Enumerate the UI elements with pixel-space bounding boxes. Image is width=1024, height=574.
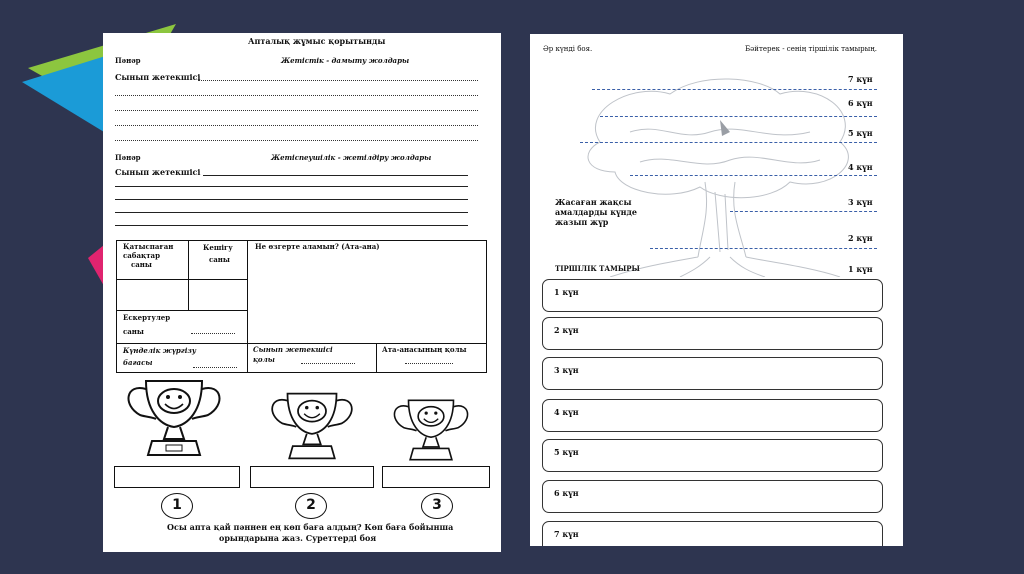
place-2-circle: 2 [295,493,327,519]
tree-day-1: 1 күн [848,264,873,274]
header-right: Бәйтерек - сенің тіршілік тамырың. [745,45,877,53]
diary-grade-fill-line[interactable] [193,367,237,368]
level-line-4 [630,175,877,176]
write-line[interactable] [115,212,468,213]
weekly-summary-sheet [103,33,501,552]
day-box-label: 4 күн [554,407,579,417]
write-line[interactable] [115,199,468,200]
tree-day-6: 6 күн [848,98,873,108]
subject-box-3[interactable] [382,466,490,488]
tree-diary-sheet [530,34,903,546]
day-box-4[interactable] [542,399,883,432]
attended-value-cell[interactable] [116,279,189,311]
level-line-3 [730,211,877,212]
write-line[interactable] [115,186,468,187]
trophy-icon [263,390,361,462]
day-box-label: 3 күн [554,365,579,375]
tree-day-7: 7 күн [848,74,873,84]
change-question-cell[interactable] [247,240,487,344]
teacher-label-1: Сынып жетекшісі [115,72,201,82]
teacher-signature-label: Сынып жетекшісі қолы [253,345,333,364]
good-deeds-label: Жасаған жақсы амалдарды күнде жазып жүр [555,197,637,227]
write-line[interactable] [203,175,468,176]
day-box-1[interactable] [542,279,883,312]
sheet-title: Апталық жұмыс қорытынды [248,36,386,46]
level-line-6 [600,116,877,117]
level-line-2 [650,248,877,249]
subject-box-2[interactable] [250,466,374,488]
day-box-3[interactable] [542,357,883,390]
trophy-icon [386,397,476,463]
lateness-label: Кешігу саны [203,243,233,264]
day-box-label: 6 күн [554,488,579,498]
place-1-circle: 1 [161,493,193,519]
tree-day-5: 5 күн [848,128,873,138]
write-line[interactable] [115,140,478,141]
subject-box-1[interactable] [114,466,240,488]
roots-label: ТІРШІЛІК ТАМЫРЫ [555,264,640,273]
trophy-icon [118,377,230,459]
day-box-label: 2 күн [554,325,579,335]
teacher-signature-fill-line[interactable] [301,363,355,364]
write-line[interactable] [115,110,478,111]
day-box-6[interactable] [542,480,883,513]
day-box-label: 5 күн [554,447,579,457]
header-left: Әр күнді боя. [543,45,593,53]
lateness-value-cell[interactable] [188,279,248,311]
day-box-label: 7 күн [554,529,579,539]
instruction-text: Осы апта қай пәннен ең көп баға алдың? Көп баға бойынша орындарына жаз. Суреттерді боя [167,522,454,543]
teacher-label-2: Сынып жетекшісі [115,167,201,177]
diary-grade-label: Күнделік жүргізу бағасы [123,346,197,367]
level-line-7 [592,89,877,90]
write-line[interactable] [115,125,478,126]
tree-day-4: 4 күн [848,162,873,172]
subject-label-1: Пәнәр [115,56,141,65]
change-question-label: Не өзгерте аламын? (Ата-ана) [255,242,380,251]
day-box-2[interactable] [542,317,883,350]
write-line[interactable] [115,225,468,226]
tree-day-2: 2 күн [848,233,873,243]
day-box-label: 1 күн [554,287,579,297]
level-line-5 [580,142,877,143]
remarks-fill-line[interactable] [191,333,235,334]
achievement-heading: Жетістік - дамыту жолдары [281,56,410,65]
day-box-5[interactable] [542,439,883,472]
day-box-7[interactable] [542,521,883,546]
tree-day-3: 3 күн [848,197,873,207]
parent-signature-label: Ата-анасының қолы [382,345,467,354]
write-line[interactable] [115,95,478,96]
subject-label-2: Пәнәр [115,153,141,162]
write-line[interactable] [198,80,478,81]
parent-signature-fill-line[interactable] [405,363,453,364]
remarks-label: Ескертулер саны [123,313,171,336]
place-3-circle: 3 [421,493,453,519]
improvement-heading: Жетіспеушілік - жетілдіру жолдары [271,153,432,162]
attended-lessons-label: Қатыспаған сабақтар саны [123,242,174,269]
